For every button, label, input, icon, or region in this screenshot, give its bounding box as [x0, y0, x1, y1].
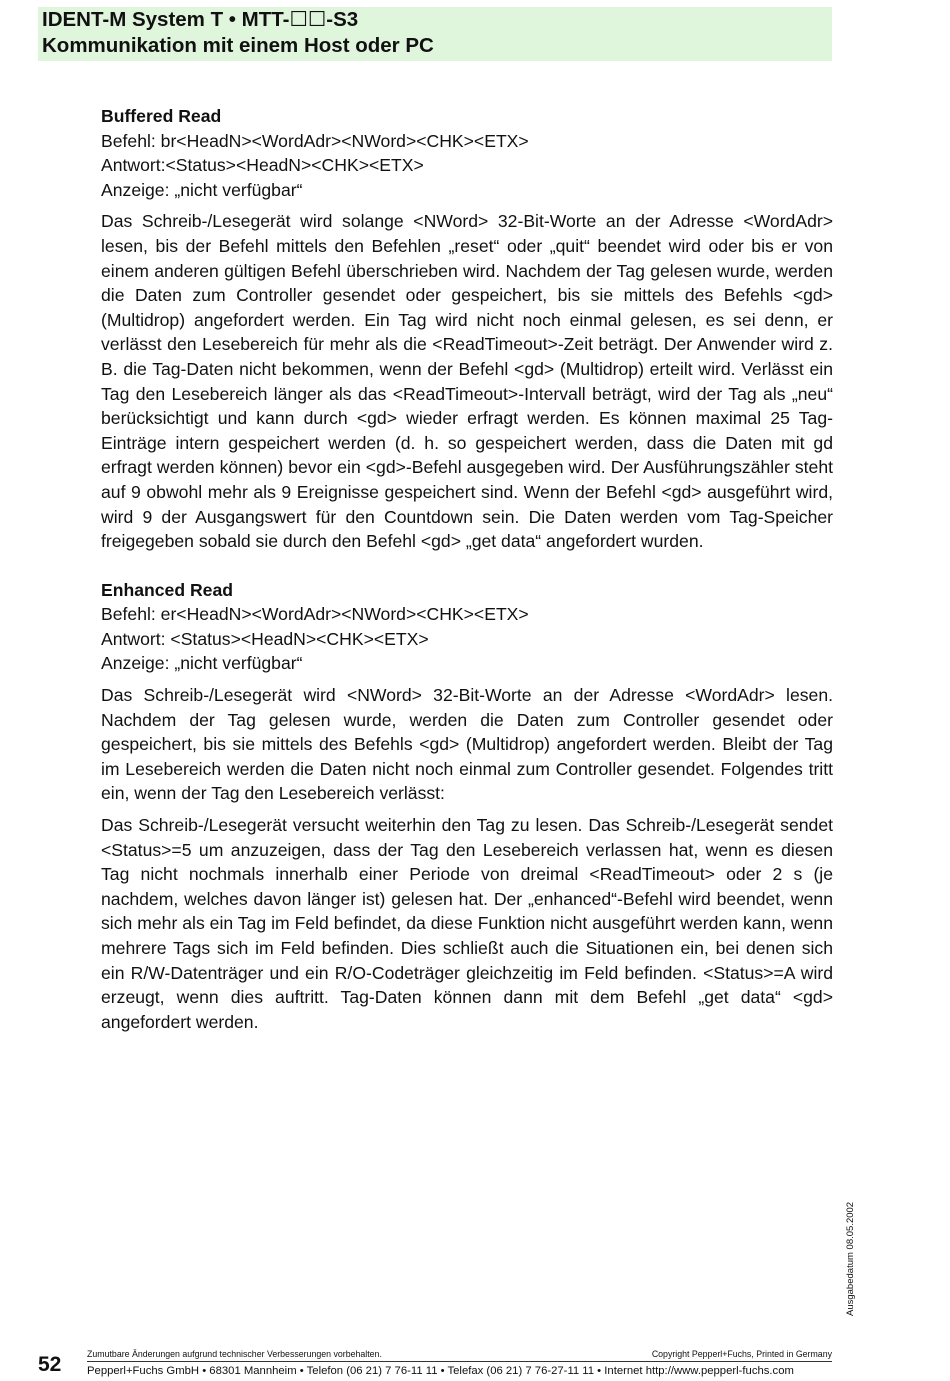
footer-copyright: Copyright Pepperl+Fuchs, Printed in Germany: [651, 1349, 832, 1359]
section-enhanced-read: [101, 578, 833, 1035]
display-line: Anzeige: „nicht verfügbar“: [101, 653, 303, 674]
command-line: Befehl: br<HeadN><WordAdr><NWord><CHK><ETX>: [101, 130, 529, 151]
header-title: IDENT-M System T • MTT-☐☐-S3: [42, 8, 359, 31]
display-line: Anzeige: „nicht verfügbar“: [101, 179, 303, 200]
response-line: Antwort: <Status><HeadN><CHK><ETX>: [101, 628, 429, 649]
main-content: [101, 104, 833, 1034]
body-paragraph: Das Schreib-/Lesegerät wird solange <NWord> 32-Bit-Worte an der Adresse <WordAdr> lesen, bis der Befehl mittels den Befehlen „reset“ oder „quit“ beendet wird oder bis er von einem anderen gültigen Befehl überschrieben wird. Nachdem der Tag gelesen wurde, werden die Daten zum Controller gesendet oder gespeichert, bis sie mittels des Befehls <gd> (Multidrop) angefordert werden. Ein Tag wird nicht noch einmal gelesen, es sei denn, er verlässt den Lesebereich für mehr als die <ReadTimeout>-Zeit beträgt. Der Anwender wird z. B. die Tag-Daten nicht bekommen, wenn der Befehl <gd> (Multidrop) erteilt wird. Verlässt ein Tag den Lesebereich länger als das <ReadTimeout>-Intervall beträgt, wird der Tag als „neu“ berücksichtigt und kann durch <gd> wieder erfragt werden. Es können maximal 25 Tag-Einträge intern gespeichert werden (d. h. so gespeichert werden, dass die Daten mit gd erfragt werden können) bevor ein <gd>-Befehl ausgegeben wird. Der Ausführungszähler steht auf 9 obwohl mehr als 9 Ereignisse gespeichert sind. Wenn der Befehl <gd> ausgeführt wird, wird 9 der Ausgangswert für den Countdown sein. Die Daten werden vom Tag-Speicher freigegeben sobald sie durch den Befehl <gd> „get data“ angefordert wurden.: [101, 211, 833, 552]
section-title: Buffered Read: [101, 106, 222, 126]
section-gap: [101, 554, 833, 578]
body-paragraph: Das Schreib-/Lesegerät versucht weiterhin den Tag zu lesen. Das Schreib-/Lesegerät sendet <Status>=5 um anzuzeigen, dass der Tag den Lesebereich verlassen hat, wenn es diesen Tag nicht nochmals innerhalb einer Periode von dreimal <ReadTimeout> oder 2 s (je nachdem, welches davon länger ist) gelesen hat. Der „enhanced“-Befehl wird beendet, wenn sich mehr als ein Tag im Feld befindet, da diese Funktion nicht ausgeführt werden kann, wenn mehrere Tags sich im Feld befinden. Dies schließt auch die Situationen ein, bei denen sich ein R/W-Datenträger und ein R/O-Codeträger gleichzeitig im Feld befinden. <Status>=A wird erzeugt, wenn dies auftritt. Tag-Daten können dann mit dem Befehl „get data“ <gd> angefordert werden.: [101, 815, 833, 1032]
body-paragraph: Das Schreib-/Lesegerät wird <NWord> 32-Bit-Worte an der Adresse <WordAdr> lesen. Nachdem der Tag gelesen wurde, werden die Daten zum Controller gesendet oder gespeichert, bis sie mittels des Befehls <gd> (Multidrop) angefordert werden. Bleibt der Tag im Lesebereich werden die Daten nicht noch einmal zum Controller gesendet. Folgendes tritt ein, wenn der Tag den Lesebereich verlässt:: [101, 685, 833, 804]
footer-divider: [87, 1361, 832, 1362]
header-subtitle: Kommunikation mit einem Host oder PC: [42, 34, 434, 57]
footer-disclaimer: Zumutbare Änderungen aufgrund technischer Verbesserungen vorbehalten.: [87, 1349, 382, 1359]
command-line: Befehl: er<HeadN><WordAdr><NWord><CHK><ETX>: [101, 604, 529, 625]
footer-address: Pepperl+Fuchs GmbH • 68301 Mannheim • Telefon (06 21) 7 76-11 11 • Telefax (06 21) 7 76-27-11 11 • Internet http://www.pepperl-fuchs.com: [87, 1365, 794, 1377]
section-buffered-read: [101, 104, 833, 554]
footer-top: [87, 1347, 832, 1361]
page-number: 52: [38, 1353, 62, 1376]
response-line: Antwort:<Status><HeadN><CHK><ETX>: [101, 155, 424, 176]
page-header: [38, 7, 832, 61]
section-title: Enhanced Read: [101, 579, 233, 600]
issue-date: Ausgabedatum 08.05.2002: [845, 1201, 856, 1316]
